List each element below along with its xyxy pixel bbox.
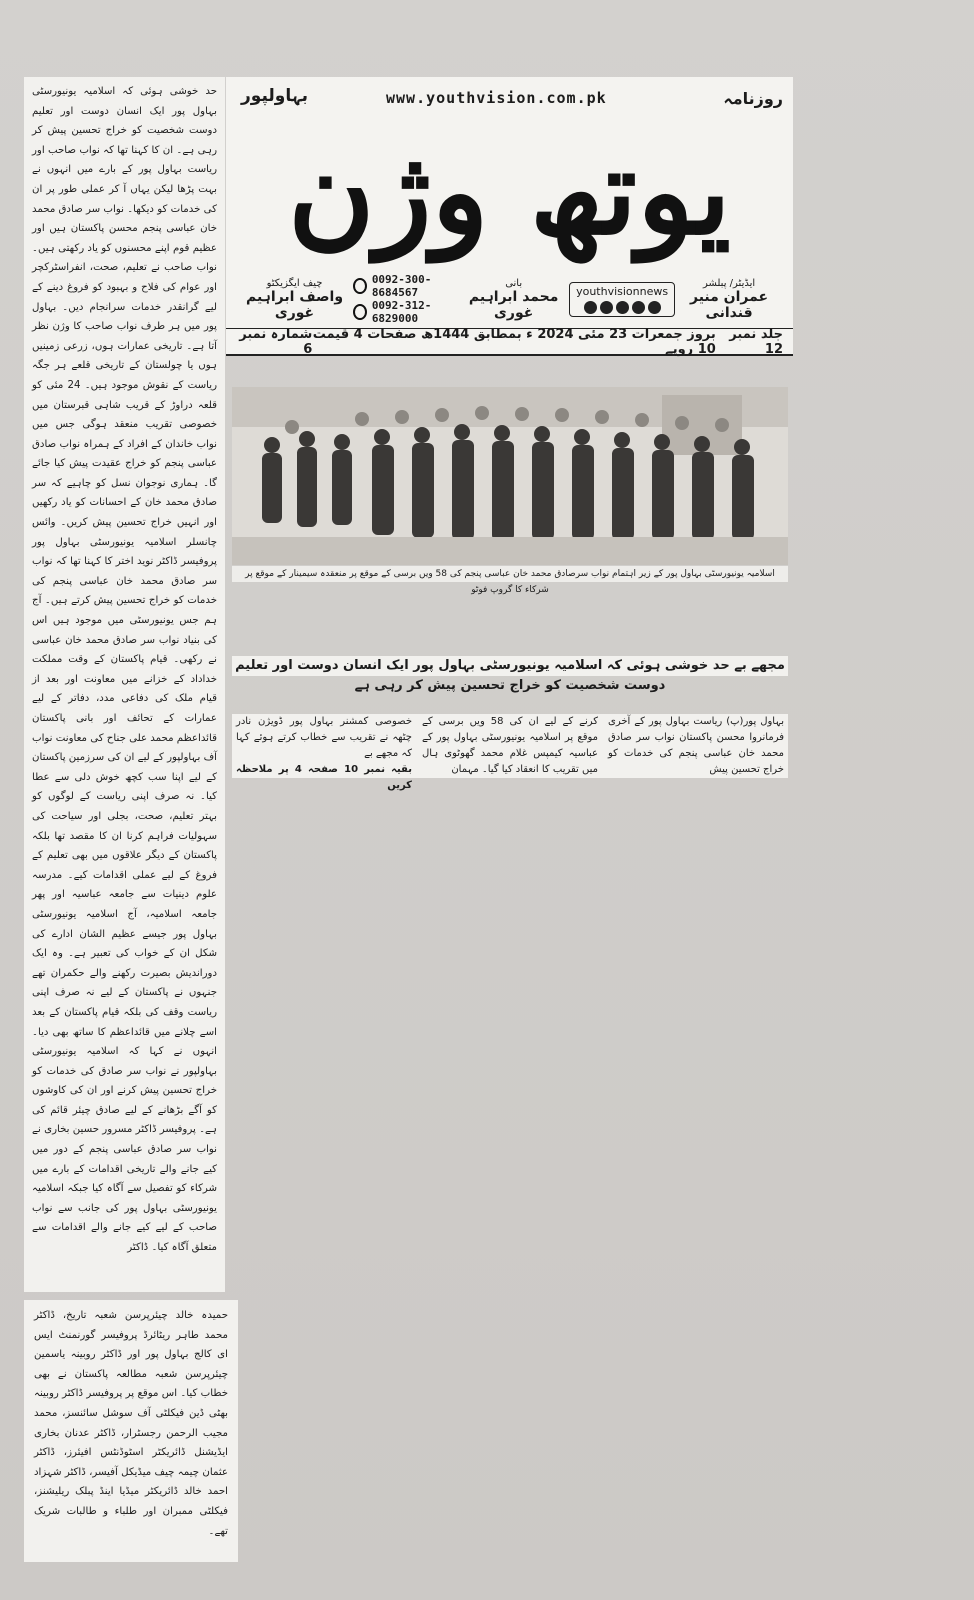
continued-note: بقیہ نمبر 10 صفحہ 4 پر ملاحظہ کریں xyxy=(236,764,413,791)
left-column-text: حد خوشی ہوئی کہ اسلامیہ یونیورسٹی بہاول پور ایک انسان دوست اور تعلیم دوست شخصیت کو خراج تحسین پیش کر رہی ہے۔ ان کا کہنا تھا کہ نواب صاحب اور ریاست بہاول پور کے بارے میں انہوں نے بہت پڑھا لیکن یہاں آ کر عملی طور پر ان کی خدمات کو دیکھا۔ نواب سر صادق محمد خان عباسی پنجم محسن پاکستان ہیں اور عظیم قوم اپنے محسنوں کو یاد رکھتی ہیں۔ نواب صاحب نے تعلیم، صحت، انفراسٹرکچر اور عوام کی فلاح و بہبود کو فروغ دینے کے لیے گرانقدر خدمات سرانجام دیں۔ بہاول پور میں ہر طرف نواب صاحب کا وژن نظر آتا ہے۔ تاریخی عمارات ہوں، زرعی زمینیں ہوں یا چولستان کے تاریخی قلعے ہر جگہ ریاست کے نقوش موجود ہیں۔ 24 مئی کو قلعہ دراوڑ کے قریب شاہی قبرستان میں خصوصی تقریب منعقد ہوگی جس میں نواب خاندان کے افراد کے ہمراہ نواب صادق عباسی پنجم کو خراج عقیدت پیش کیا جائے گا۔ ہماری نوجوان نسل کو چاہیے کہ سر صادق محمد خان کے احسانات کو یاد رکھیں اور انہیں خراج تحسین پیش کریں۔ وائس چانسلر اسلامیہ یونیورسٹی بہاول پور پروفیسر ڈاکٹر نوید اختر کا کہنا تھا کہ نواب سر صادق محمد خان عباسی پنجم کی خدمات کو خراج تحسین پیش کرتے ہیں۔ آج ہم جس یونیورسٹی میں موجود ہیں اس کی بنیاد نواب سر صادق محمد خان عباسی نے رکھی۔ قیام پاکستان کے وقت مملکت خداداد کے خزانے میں معاونت اور بعد از قیام ملک کی دفاعی مدد، دفاتر کے لیے عمارات کے تحائف اور بانی پاکستان قائداعظم محمد علی جناح کی معاونت نواب آف بہاولپور کے لیے ان کی سرزمین پاکستان کے لیے اپنا سب کچھ خوش دلی سے عطا کیا۔ نہ صرف اپنی ریاست کے لوگوں کو بہتر تعلیم، صحت، بجلی اور سیاحت کی سہولیات فراہم کرنا ان کا مقصد تھا بلکہ پاکستان کے دیگر علاقوں میں بھی تعلیم کے فروغ کے لیے عملی اقدامات کیے۔ مدرسہ علوم دینیات سے جامعہ عباسیہ اور پھر جامعہ اسلامیہ، آج اسلامیہ یونیورسٹی بہاول پور جیسے عظیم الشان ادارے کی شکل ان کے خواب کی تعبیر ہے۔ وہ ایک دوراندیش بصیرت رکھنے والے حکمران تھے جنہوں نے پاکستان کے لیے نہ صرف اپنی ریاست وقف کی بلکہ قیام پاکستان کے بعد اسے چلانے میں قائداعظم کا ساتھ بھی دیا۔ انہوں نے کہا کہ اسلامیہ یونیورسٹی بہاولپور نے نواب سر صادق کی خدمات کو خراج تحسین پیش کرنے اور ان کی کاوشوں کو آگے بڑھانے کے لیے صادق چیئر قائم کی ہے۔ پروفیسر ڈاکٹر مسرور حسین بخاری نے نواب سر صادق عباسی پنجم کے دور میں کیے جانے والے تاریخی اقدامات کے بارے میں شرکاء کو تفصیل سے آگاہ کیا جبکہ اسلامیہ یونیورسٹی بہاول پور کی جانب سے نواب صاحب کے لیے کیے جانے والے اقدامات سے متعلق آگاہ کیا۔ ڈاکٹر xyxy=(32,86,217,1254)
newspaper-title: یوتھ وژن xyxy=(288,122,731,261)
founder-label: بانی xyxy=(505,277,523,289)
founder-name: محمد ابراہیم غوری xyxy=(468,288,559,321)
volume-number: جلد نمبر 12 xyxy=(729,326,783,357)
sub-headline: مجھے بے حد خوشی ہوئی کہ اسلامیہ یونیورسٹی بہاول پور ایک انسان دوست اور تعلیم دوست شخصیت کو خراج تحسین پیش کر رہی ہے xyxy=(232,656,788,676)
article-column-1: بہاول پور(پ) ریاست بہاول پور کے آخری فرمانروا محسن پاکستان نواب سر صادق محمد خان عباسی پنجم کی خدمات کو خراج تحسین پیش xyxy=(608,716,784,775)
bottom-clipping-text: حمیدہ خالد چیئرپرسن شعبہ تاریخ، ڈاکٹر محمد طاہر ریٹائرڈ پروفیسر گورنمنٹ ایس ای کالج بہاول پور اور ڈاکٹر روبینہ یاسمین چیئرپرسن شعبہ مطالعہ پاکستان نے بھی خطاب کیا۔ اس موقع پر پروفیسر ڈاکٹر روبینہ بھٹی ڈین فیکلٹی آف سوشل سائنسز، محمد مجیب الرحمن رجسٹرار، ڈاکٹر عدنان بخاری ایڈیشنل ڈائریکٹر اسٹوڈنٹس افیئرز، ڈاکٹر عثمان چیمہ چیف میڈیکل آفیسر، ڈاکٹر شہزاد احمد خالد ڈائریکٹر میڈیا اینڈ پبلک ریلیشنز، فیکلٹی ممبران اور طلباء و طالبات شریک تھے۔ xyxy=(34,1310,228,1537)
linkedin-icon xyxy=(632,301,645,314)
editor-label: ایڈیٹر/ پبلشر xyxy=(702,277,756,289)
left-column-clipping xyxy=(24,77,225,1292)
bottom-clipping xyxy=(24,1300,238,1562)
chief-executive-block xyxy=(236,278,353,321)
phone-icon xyxy=(353,304,367,320)
chief-executive-label: چیف ایگزیکٹو xyxy=(266,277,323,289)
masthead-strip xyxy=(226,275,793,323)
phone-icon xyxy=(353,278,367,294)
twitter-icon xyxy=(584,301,597,314)
editor-name: عمران منیر قندانی xyxy=(690,288,769,321)
instagram-icon xyxy=(616,301,629,314)
article-column-3-text: خصوصی کمشنر بہاول پور ڈویژن نادر چٹھہ نے تقریب سے خطاب کرتے ہوئے کہا کہ مجھے بے xyxy=(236,716,412,759)
article-column-2: کرنے کے لیے ان کی 58 ویں برسی کے موقع پر اسلامیہ یونیورسٹی بہاول پور کے عباسیہ کیمپس غلام محمد گھوٹوی ہال میں تقریب کا انعقاد کیا گیا۔ مہمان xyxy=(422,716,599,775)
chief-executive-name: واصف ابراہیم غوری xyxy=(245,288,344,321)
phone-number-1: 0092-300-8684567 xyxy=(371,273,432,299)
group-photo xyxy=(232,387,788,565)
issue-info-bar xyxy=(226,326,793,357)
masthead-url: www.youthvision.com.pk xyxy=(386,89,607,107)
editor-block xyxy=(675,278,783,321)
social-media-block xyxy=(569,282,675,317)
article-body xyxy=(232,714,788,791)
masthead-city: بہاولپور xyxy=(241,86,309,106)
youtube-icon xyxy=(648,301,661,314)
phone-block xyxy=(353,273,458,325)
social-handle: youthvisionnews xyxy=(576,284,669,298)
issue-number: شمارہ نمبر 6 xyxy=(239,326,313,357)
group-photo-image xyxy=(232,387,788,565)
date-line: بروز جمعرات 23 مئی 2024 ء بمطابق 1444ھ صفحات 4 قیمت 10 روپے xyxy=(312,326,716,357)
masthead xyxy=(226,77,793,356)
masthead-daily-label: روزنامہ xyxy=(723,89,783,108)
photo-caption: اسلامیہ یونیورسٹی بہاول پور کے زیر اہتمام نواب سرصادق محمد خان عباسی پنجم کی 58 ویں برسی کے موقع پر منعقدہ سیمینار کے موقع پر شرکاء کا گروپ فوٹو xyxy=(232,566,788,582)
founder-block xyxy=(458,278,569,321)
phone-number-2: 0092-312-6829000 xyxy=(371,299,432,325)
social-icons xyxy=(576,301,668,314)
article-column-3 xyxy=(236,714,413,791)
facebook-icon xyxy=(600,301,613,314)
